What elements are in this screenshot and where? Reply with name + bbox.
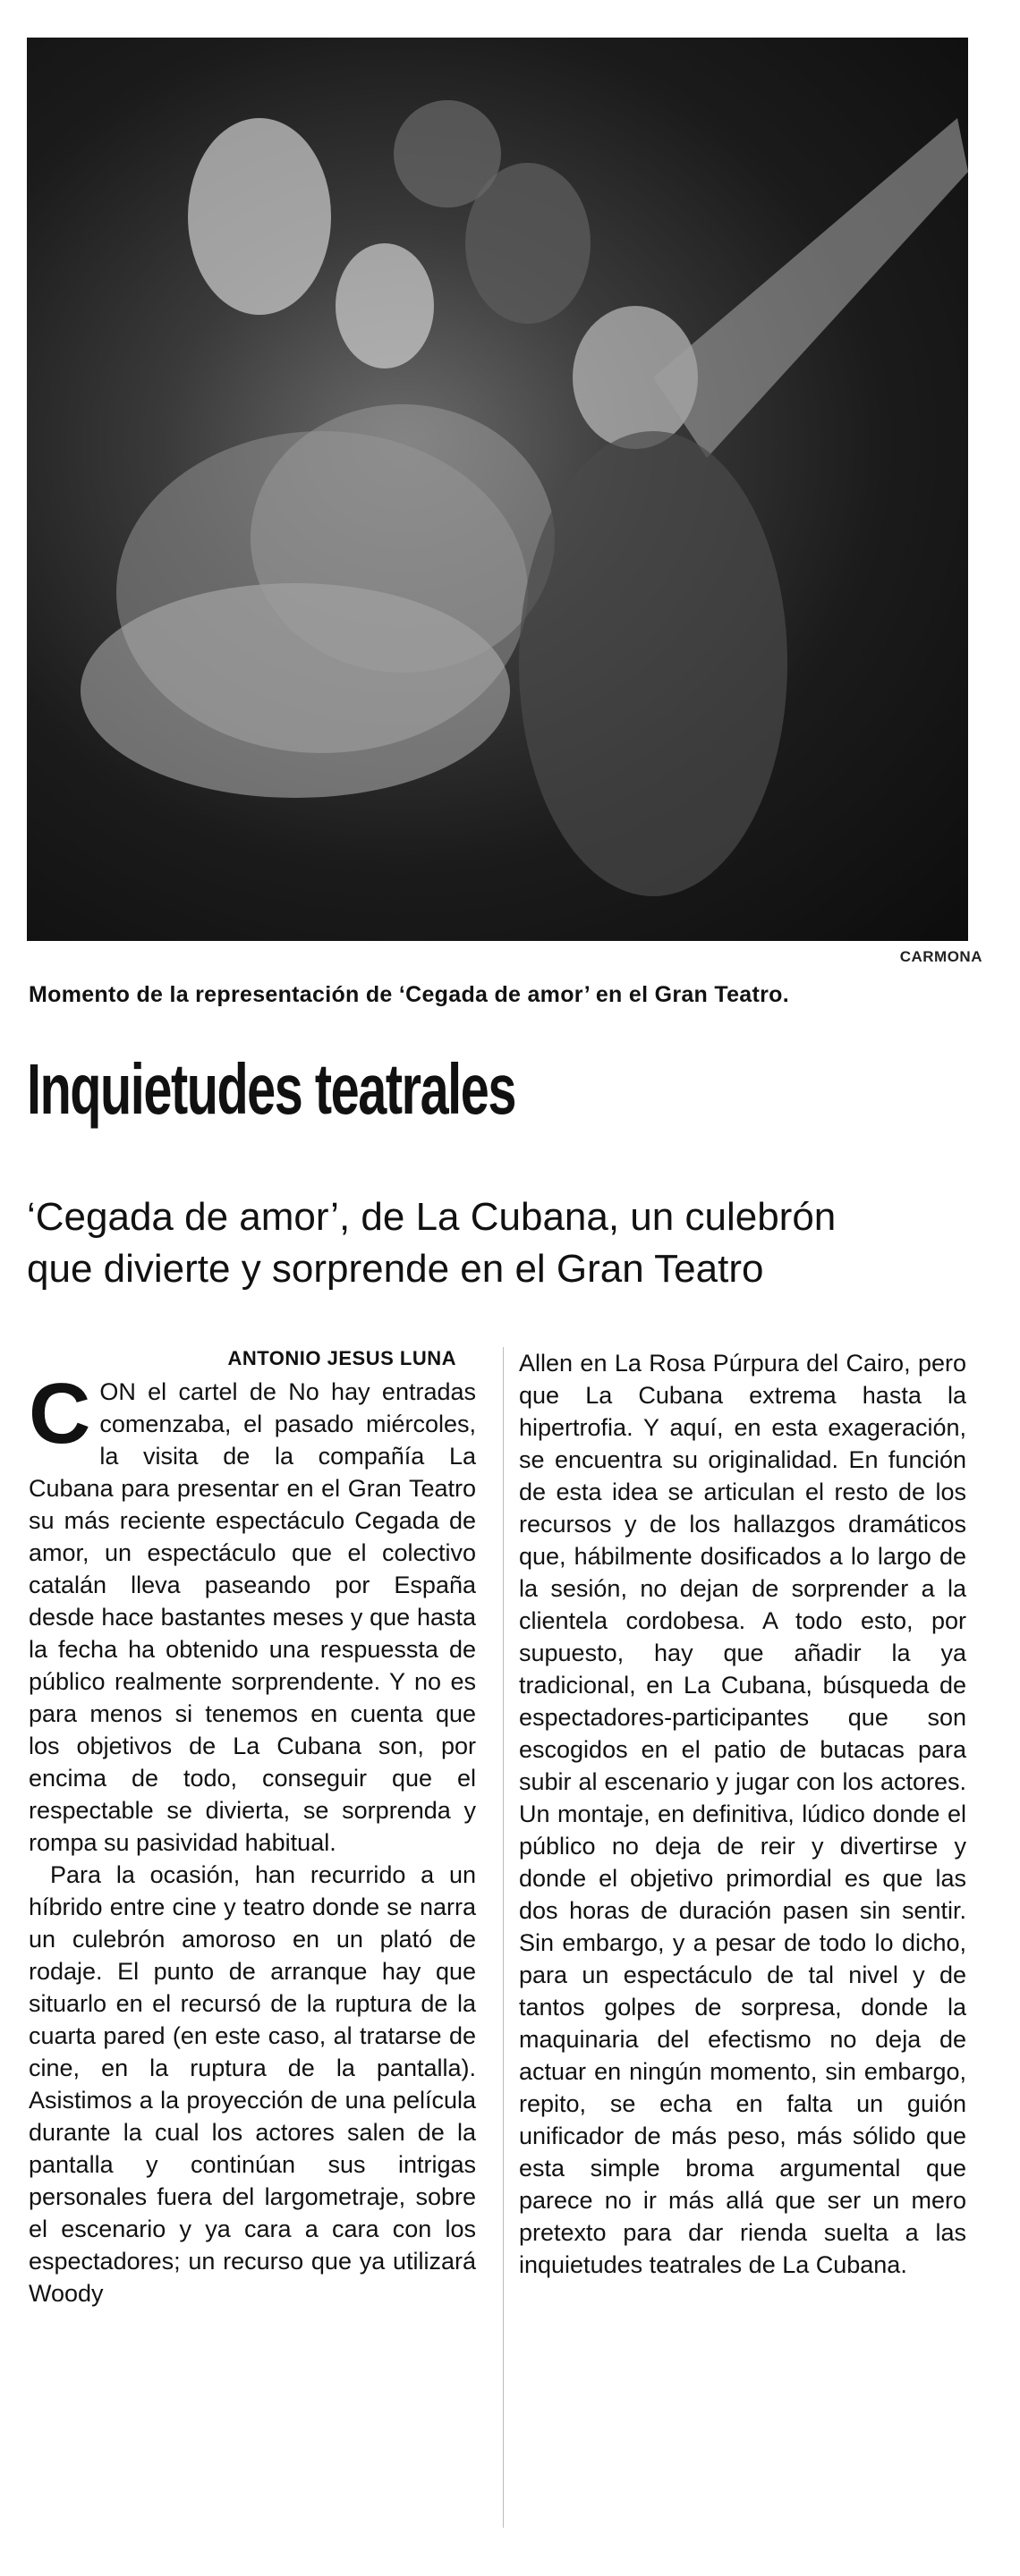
photo-caption: Momento de la representación de ‘Cegada de amor’ en el Gran Teatro. <box>29 982 789 1007</box>
article-column-right <box>519 1347 966 2281</box>
byline: ANTONIO JESUS LUNA <box>227 1347 456 1369</box>
paragraph-1-text: ON el cartel de No hay entradas comenzaba, el pasado miércoles, la visita de la compañía La Cubana para presentar en el Gran Teatro su más reciente espectáculo Cegada de amor, un espectáculo que el colectivo catalán lleva paseando por España desde hace bastantes meses y que hasta la fecha ha obtenido una respuessta de público realmente sorprendente. Y no es para menos si tenemos en cuenta que los objetivos de La Cubana son, por encima de todo, conseguir que el respectable se divierta, se sorprenda y rompa su pasividad habitual. <box>29 1378 476 1856</box>
photo-credit: CARMONA <box>899 948 982 965</box>
subheadline-line-1: ‘Cegada de amor’, de La Cubana, un culebrón <box>27 1195 837 1239</box>
performance-photo <box>27 38 968 941</box>
subheadline <box>27 1191 975 1295</box>
article-column-left <box>29 1366 476 2309</box>
drop-cap: C <box>29 1366 91 1462</box>
paragraph-3: Allen en La Rosa Púrpura del Cairo, pero que La Cubana extrema hasta la hipertrofia. Y aquí, en esta exageración, se encuentra su originalidad. En función de esta idea se articulan el resto de los recursos y de los hallazgos dramáticos que, hábilmente dosificados a lo largo de la sesión, no dejan de sorprender a la clientela cordobesa. A todo esto, por supuesto, hay que añadir la ya tradicional, en La Cubana, búsqueda de espectadores-participantes que son escogidos en el patio de butacas para subir al escenario y jugar con los actores. Un montaje, en definitiva, lúdico donde el público no deja de reir y divertirse y donde el objetivo primordial es que las dos horas de duración pasen sin sentir. Sin embargo, y a pesar de todo lo dicho, para un espectáculo de tal nivel y de tantos golpes de sorpresa, donde la maquinaria del efectismo no deja de actuar en ningún momento, sin embargo, repito, se echa en falta un guión unificador de más peso, más sólido que esta simple broma argumental que parece no ir más allá que ser un mero pretexto para dar rienda suelta a las inquietudes teatrales de La Cubana. <box>519 1350 966 2278</box>
paragraph-2: Para la ocasión, han recurrido a un híbrido entre cine y teatro donde se narra un culebrón amoroso en un plató de rodaje. El punto de arranque hay que situarlo en el recursó de la ruptura de la cuarta pared (en este caso, al tratarse de cine, en la ruptura de la pantalla). Asistimos a la proyección de una película durante la cual los actores salen de la pantalla y continúan sus intrigas personales fuera del largometraje, sobre el escenario y ya cara a cara con los espectadores; un recurso que ya utilizará Woody <box>29 1861 476 2307</box>
headline: Inquietudes teatrales <box>27 1049 515 1129</box>
subheadline-line-2: que divierte y sorprende en el Gran Teatro <box>27 1247 764 1291</box>
column-divider <box>503 1347 504 2528</box>
paragraph-1 <box>29 1366 476 1859</box>
